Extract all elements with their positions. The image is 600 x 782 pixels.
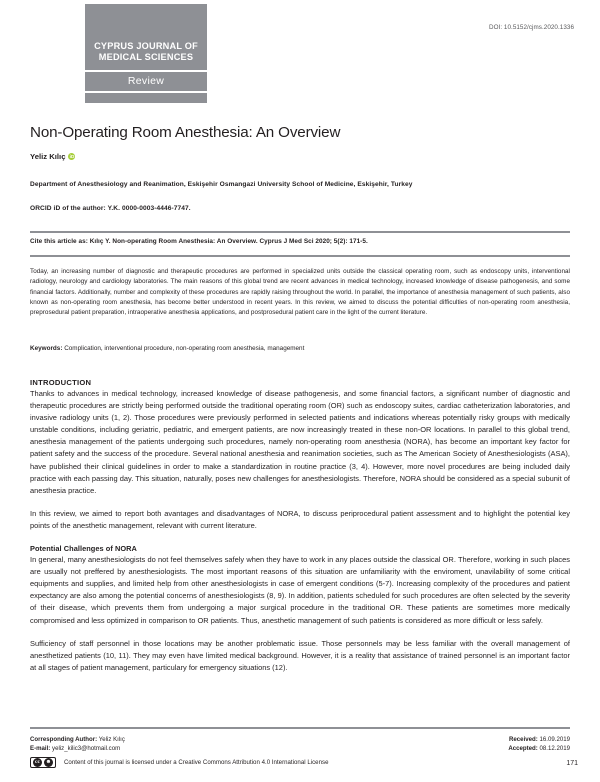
- author-byline: [30, 152, 75, 161]
- doi-text: DOI: 10.5152/cjms.2020.1336: [488, 24, 574, 31]
- article-body: [30, 378, 570, 674]
- creative-commons-badge[interactable]: [30, 757, 56, 768]
- creative-commons-icon: cc: [33, 758, 42, 767]
- creative-commons-by-icon: ☻: [45, 759, 52, 765]
- cite-this-article: Cite this article as: Kılıç Y. Non-operating Room Anesthesia: An Overview. Cyprus J Med Sci 2020; 5(2): 171-5.: [30, 238, 368, 245]
- page-title: Non-Operating Room Anesthesia: An Overview: [30, 124, 341, 141]
- license-row: [30, 757, 328, 768]
- paragraph-intro-1: Thanks to advances in medical technology, increased knowledge of disease pathogenesis, and some financial factors, a significant number of diagnostic and therapeutic procedures are strictly being performed outside the traditional operating room (OR) such as endoscopy suites, cardiac catheterization laboratories, and invasive radiology units (1, 2). Those procedures were previously performed in selected patients and indications whereas potentially risky groups with medically unstable conditions, including geriatric, pediatric, and emergent patients, are now increasingly treated in these non-OR locations. In parallel to this global trend, anesthesia management of the patients undergoing such procedures, namely non-operating room anesthesia (NORA), has become an important key factor for patient safety and the success of the procedure. Several national anesthesia and reanimation societies, such as The American Society of Anesthesiologists (ASA), have published their clinical guidelines in order to make a standardization in routine practice (3, 4). However, more novel procedures are being included daily practice with each passing day. This situation, naturally, poses new challenges for anesthesiologists. Therefore, NORA should be considered as a special subunit of anesthesia practice.: [30, 389, 570, 495]
- journal-logo-block: [85, 4, 207, 70]
- citation-rule-top: [30, 231, 570, 233]
- paragraph-challenges-2: Sufficiency of staff personnel in those locations may be another problematic issue. Those personnels may be less familiar with the overall management of anesthetized patients (10, 11). They may even have limited medical background. However, it is a reality that assistance of trained personnel is an important factor at all stages of patient management, particulary for emergency situations (12).: [30, 639, 570, 673]
- masthead-accent-bar: [85, 93, 207, 103]
- abstract-text: Today, an increasing number of diagnostic and therapeutic procedures are performed in specialized units outside the classical operating room, such as endoscopy units, interventional radiology, neurology and cardiology laboratories. The main reasons of this global trend are recent advances in medical technology, increased knowledge of disease pathogenesis, and some financial factors. Additionally, number and complexity of these procedures are rapidly raising throughout the world. In parallel, the importance of anesthesia management of such patients, also known as non-operating room anesthesia, has become better understood in recent years. In this review, we aimed to discuss the potential difficulties of non-operating room anesthesia, preprosedural patient preparation, intraoperative anesthesia applications, and postprosedural patient care in the light of the current literature.: [30, 268, 570, 317]
- keywords-label: Keywords:: [30, 345, 63, 352]
- corresponding-author-label: Corresponding Author:: [30, 736, 98, 743]
- license-statement: Content of this journal is licensed under a Creative Commons Attribution 4.0 International License: [64, 759, 329, 766]
- journal-name: [85, 41, 207, 63]
- paragraph-intro-2: In this review, we aimed to report both avantages and disadvantages of NORA, to discuss periprocedural patient assessment and to highlight the potential key points of the anesthetic management, relevant with current literature.: [30, 509, 570, 531]
- received-line: [508, 736, 570, 745]
- footer-rule: [30, 727, 570, 729]
- email-value[interactable]: yeliz_kilic3@hotmail.com: [52, 744, 121, 752]
- page-number: 171: [566, 760, 578, 767]
- accepted-line: [508, 745, 570, 754]
- author-name: Yeliz Kılıç: [30, 152, 66, 161]
- journal-name-line-2: MEDICAL SCIENCES: [98, 52, 194, 62]
- accepted-value: 08.12.2019: [539, 744, 570, 752]
- accepted-label: Accepted:: [508, 744, 538, 752]
- keywords-line: [30, 344, 570, 354]
- keywords-value: Complication, interventional procedure, non-operating room anesthesia, management: [64, 345, 305, 352]
- author-affiliation: Department of Anesthesiology and Reanimation, Eskişehir Osmangazi University School of Medicine, Eskişehir, Turkey: [30, 181, 413, 188]
- paragraph-challenges-1: In general, many anesthesiologists do not feel themselves safely when they have to work in any places outside the classical OR. Therefore, working in such places are usually not preffered by anesthesiologists. The most important reasons of this situation are unfamiliarity with the enviroment, unavilability of some critical equipments and supplies, and limited help from other anesthesiologists in case of emergent conditions (5-7). Increasing complexity of the procedures and patient expectancy are also among the potential concerns of anesthesiologists (8, 9). In addition, patients scheduled for such procedures are often selected by the severity of their disease, which prevents them from undergoing a major surgical procedure in the traditional OR. These patients are sometimes more medically compromised and less optimized in comparison to OR patients. Thus, anesthetic management of such patients is considered as more difficult or less safely.: [30, 555, 570, 625]
- orcid-id-icon[interactable]: [68, 153, 75, 160]
- journal-name-line-1: CYPRUS JOURNAL OF: [94, 41, 198, 51]
- section-heading-introduction: INTRODUCTION: [30, 378, 92, 387]
- email-label: E-mail:: [30, 744, 51, 752]
- email-line: [30, 745, 125, 754]
- corresponding-author-line: [30, 736, 125, 745]
- received-value: 16.09.2019: [539, 736, 570, 743]
- section-heading-potential-challenges: Potential Challenges of NORA: [30, 544, 137, 554]
- orcid-identifier-line: ORCID iD of the author: Y.K. 0000-0003-4446-7747.: [30, 205, 191, 212]
- article-type-badge: Review: [85, 72, 207, 91]
- received-label: Received:: [509, 736, 538, 743]
- submission-dates-block: [508, 736, 570, 754]
- journal-masthead: [85, 4, 207, 103]
- corresponding-author-block: [30, 736, 125, 754]
- citation-rule-bottom: [30, 255, 570, 257]
- corresponding-author-name: Yeliz Kılıç: [98, 736, 125, 743]
